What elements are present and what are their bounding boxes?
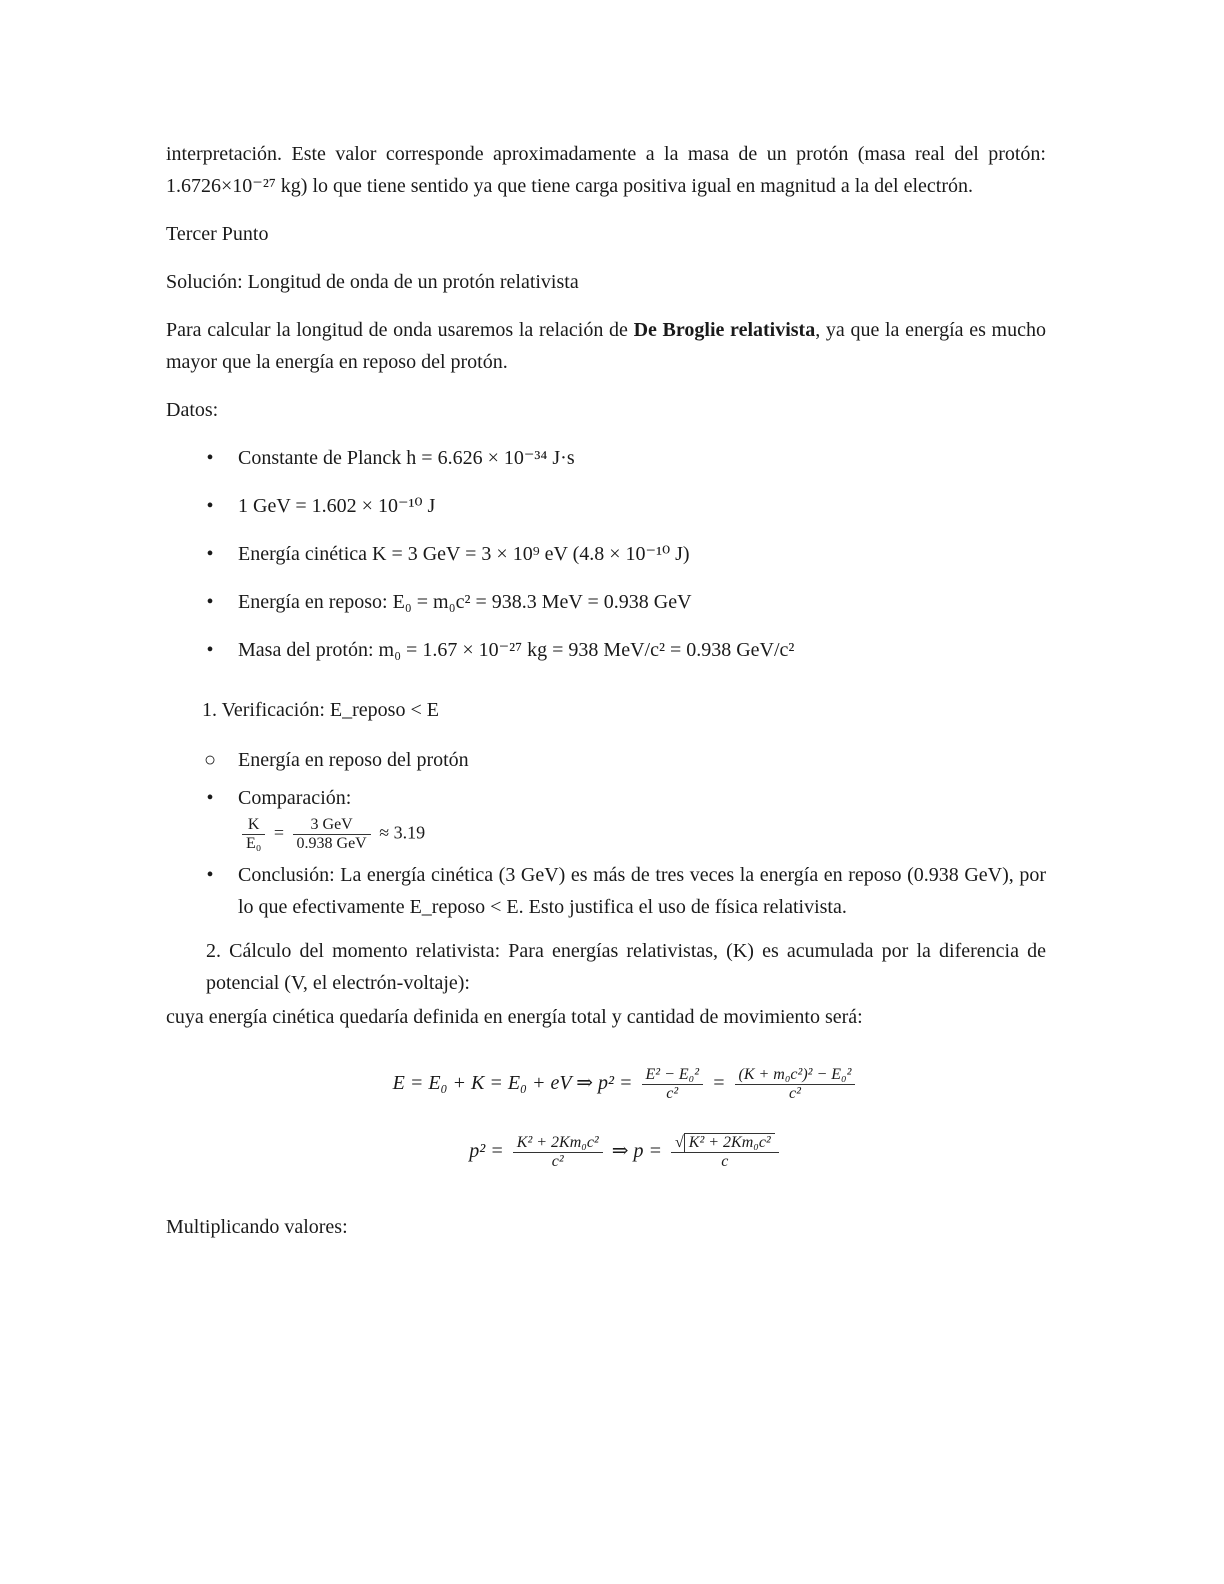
equation-momentum-1: E = E₀ + K = E₀ + eV ⇒ p² = $\frac{\text{E² − E₀²}}{\text{c²}}$ = $\frac{\text{(K + m₀c²)² − E₀²}}{\text{c²}}$ <box>166 1063 1046 1103</box>
description-end: , ya que la energía es mucho mayor que la energía en reposo del protón. <box>166 319 1046 373</box>
list-item: • Conclusión: La energía cinética (3 GeV) es más de tres veces la energía en reposo (0.938 GeV), por lo que efectivamente E_reposo < E. Esto justifica el uso de física relativista. <box>166 859 1046 923</box>
intro-paragraph: interpretación. Este valor corresponde aproximadamente a la masa de un protón (masa real del protón: 1.6726×10⁻²⁷ kg) lo que tiene sentido ya que tiene carga positiva igual en magnitud a la del electrón. <box>166 143 1046 197</box>
verification-list <box>166 744 1046 814</box>
fraction-sqrt: $\frac{\text{√ K² + 2Km₀c²}}{c}$ <box>671 1133 779 1171</box>
document-page <box>166 138 1046 1243</box>
list-item: • Constante de Planck h = 6.626 × 10⁻³⁴ J·s <box>166 442 1046 474</box>
momentum-heading: 2. Cálculo del momento relativista: Para energías relativistas, (K) es acumulada por la diferencia de potencial (V, el electrón-voltaje): <box>206 940 1046 994</box>
bullet-icon: • <box>206 495 214 517</box>
section-subtitle: Solución: Longitud de onda de un protón relativista <box>166 271 579 293</box>
footer-text: Multiplicando valores: <box>166 1216 348 1239</box>
comparison-formula: $\frac{K}{\text{E₀}}$ = $\frac{\text{3 GeV}}{\text{0.938 GeV}}$ ≈ 3.19 <box>166 816 1046 853</box>
description-start: Para calcular la longitud de onda usaremos la relación de <box>166 319 634 341</box>
list-item: • Energía en reposo: E₀ = m₀c² = 938.3 MeV = 0.938 GeV <box>166 586 1046 618</box>
bullet-icon: • <box>206 864 214 886</box>
list-item: • Masa del protón: m₀ = 1.67 × 10⁻²⁷ kg = 938 MeV/c² = 0.938 GeV/c² <box>166 634 1046 666</box>
section-title: Tercer Punto <box>166 223 269 245</box>
equation-momentum-2: p² = $\frac{\text{K² + 2Km₀c²}}{\text{c²}}$ ⇒ p = $\frac{\text{√ K² + 2Km₀c²}}{c}$ <box>166 1131 1046 1171</box>
list-item: ○ Energía en reposo del protón <box>166 744 1046 776</box>
data-list <box>166 442 1046 666</box>
bullet-icon: • <box>206 447 214 469</box>
bullet-icon: • <box>206 591 214 613</box>
data-label: Datos: <box>166 399 219 421</box>
list-item: • 1 GeV = 1.602 × 10⁻¹⁰ J <box>166 490 1046 522</box>
momentum-intro: cuya energía cinética quedaría definida en energía total y cantidad de movimiento será: <box>166 1006 863 1028</box>
section-description <box>166 314 1046 378</box>
bullet-icon: ○ <box>203 749 217 771</box>
bullet-icon: • <box>206 787 214 809</box>
conclusion-list <box>166 859 1046 923</box>
fraction: $\frac{\text{(K + m₀c²)² − E₀²}}{\text{c²}}$ <box>735 1066 856 1103</box>
comparison-result: ≈ 3.19 <box>379 822 426 843</box>
fraction-rhs: $\frac{\text{3 GeV}}{\text{0.938 GeV}}$ <box>293 816 371 853</box>
fraction: $\frac{\text{E² − E₀²}}{\text{c²}}$ <box>642 1066 704 1103</box>
bullet-icon: • <box>206 639 214 661</box>
bullet-icon: • <box>206 543 214 565</box>
description-bold: De Broglie relativista <box>633 319 816 341</box>
list-item: • Comparación: <box>166 782 1046 814</box>
fraction-lhs: $\frac{K}{\text{E₀}}$ <box>242 816 265 853</box>
fraction: $\frac{\text{K² + 2Km₀c²}}{\text{c²}}$ <box>513 1134 603 1171</box>
list-item: • Energía cinética K = 3 GeV = 3 × 10⁹ eV (4.8 × 10⁻¹⁰ J) <box>166 538 1046 570</box>
verification-heading: 1. Verificación: E_reposo < E <box>202 699 439 721</box>
